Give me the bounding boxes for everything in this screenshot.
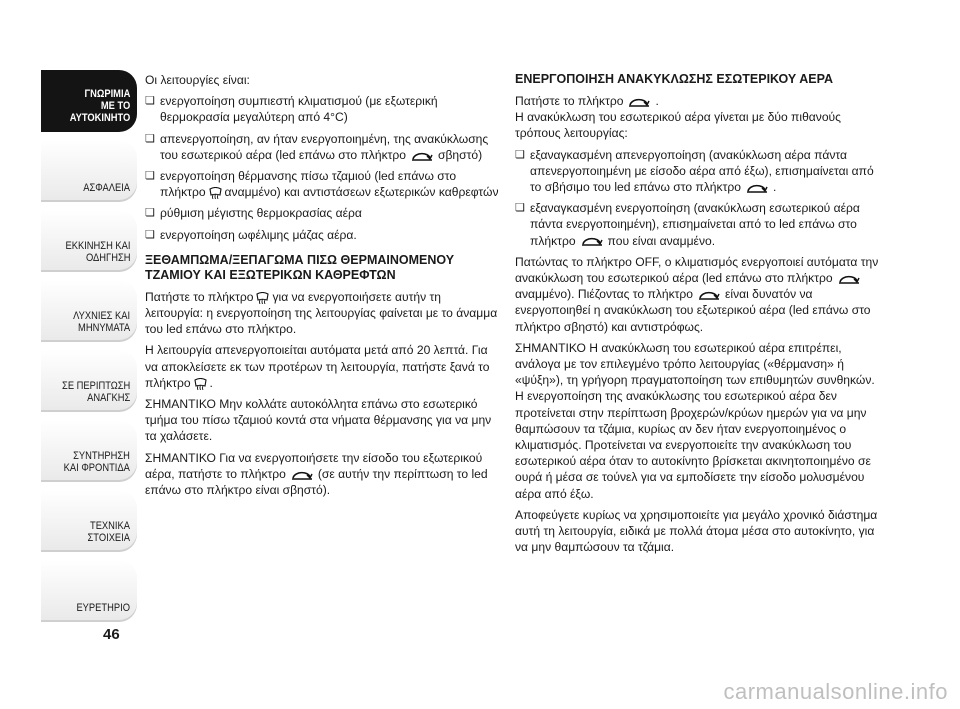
recirculation-icon [836,273,862,285]
recirculation-icon [696,289,722,301]
paragraph [515,254,880,335]
tab-starting-driving[interactable] [41,210,137,272]
list-item [145,131,501,163]
text: Η ανακύκλωση του εσωτερικού αέρα γίνεται με δύο πιθανούς τρόπους λειτουργίας: [515,110,841,141]
list-item: ❏ ρύθμιση μέγιστης θερμοκρασίας αέρα [145,205,501,221]
text: σβηστό) [438,147,483,162]
tab-label: ΕΥΡΕΤΗΡΙΟ [76,602,130,614]
text: εξαναγκασμένη ενεργοποίηση (ανακύκλωση εσωτερικού αέρα πάντα ενεργοποιημένη), επισημαίνεται από το led επάνω στο πλήκτρο [530,201,860,248]
section-heading: ΞΕΘΑΜΠΩΜΑ/ΞΕΠΑΓΩΜΑ ΠΙΣΩ ΘΕΡΜΑΙΝΟΜΕΝΟΥ ΤΖΑΜΙΟΥ ΚΑΙ ΕΞΩΤΕΡΙΚΩΝ ΚΑΘΡΕΦΤΩΝ [145,252,455,282]
paragraph [145,289,501,338]
tab-warning-lights[interactable] [41,280,137,342]
tab-technical-data[interactable] [41,490,137,552]
tab-label: ΕΚΚΙΝΗΣΗ ΚΑΙ ΟΔΗΓΗΣΗ [64,240,130,264]
intro-text: Οι λειτουργίες είναι: [145,73,250,87]
list-item [515,200,880,249]
paragraph: Αποφεύγετε κυρίως να χρησιμοποιείτε για μεγάλο χρονικό διάστημα αυτή τη λειτουργία, ειδικά με πολλά άτομα μέσα στο αυτοκίνητο, για να μην θαμπώσουν τα τζάμια. [515,507,878,555]
recirculation-icon [289,469,315,481]
paragraph [145,342,501,391]
chapter-tabs [41,70,137,630]
tab-label: ΣΕ ΠΕΡΙΠΤΩΣΗ ΑΝΑΓΚΗΣ [61,380,130,404]
paragraph: ΣΗΜΑΝΤΙΚΟ Η ανακύκλωση του εσωτερικού αέρα επιτρέπει, ανάλογα με τον επιλεγμένο τρόπο λειτουργίας («θέρμανση» ή «ψύξη»), τη γρήγορη πραγματοποίηση των επιθυμητών συνθηκών. Η ενεργοποίηση της ανακύκλωσης του εσωτερικού αέρα δεν προτείνεται στην περίπτωση βροχερών/κρύων ημερών για να μην θαμπώσουν τα τζάμια, κυρίως αν δεν ήταν ενεργοποιημένος ο κλιματισμός. Προτείνεται να ενεργοποιείτε την ανακύκλωση του εσωτερικού αέρα όταν το αυτοκίνητο βρίσκεται ακινητοποιημένο σε ουρά ή μέσα σε τούνελ για να εμποδίσετε την είσοδο μολυσμένου αέρα από έξω. [515,340,875,501]
text: ΣΗΜΑΝΤΙΚΟ Για να ενεργοποιήσετε την είσοδο του εξωτερικού αέρα, πατήστε το πλήκτρο [145,450,483,481]
tab-maintenance[interactable] [41,420,137,482]
right-column [515,72,880,560]
text: Πατήστε το πλήκτρο [515,94,624,108]
tab-label: ΓΝΩΡΙΜΙΑ ΜΕ ΤΟ ΑΥΤΟΚΙΝΗΤΟ [69,88,130,124]
tab-label: ΛΥΧΝΙΕΣ ΚΑΙ ΜΗΝΥΜΑΤΑ [72,310,130,334]
rear-window-defrost-icon [256,292,269,304]
text: είναι δυνατόν να ενεργοποιηθεί η ανακύκλωση του εξωτερικού αέρα (led επάνω στο πλήκτρο σβηστό) και αντιστρόφως. [515,287,871,334]
section-heading: ΕΝΕΡΓΟΠΟΙΗΣΗ ΑΝΑΚΥΚΛΩΣΗΣ ΕΣΩΤΕΡΙΚΟΥ ΑΕΡΑ [515,72,834,86]
text: για να ενεργοποιήσετε αυτήν τη λειτουργία: η ενεργοποίηση της λειτουργίας φαίνεται με το άναμμα του led επάνω στο πλήκτρο. [145,289,498,337]
tab-index[interactable] [41,560,137,622]
text: αναμμένο) και αντιστάσεων εξωτερικών καθρεφτών [224,185,499,200]
rear-window-defrost-icon [194,378,207,390]
list-item: ❏ ενεργοποίηση συμπιεστή κλιματισμού (με εξωτερική θερμοκρασία μεγαλύτερη από 4°C) [145,93,501,125]
text: (σε αυτήν την περίπτωση το led επάνω στο πλήκτρο είναι σβηστό). [145,466,488,498]
recirculation-icon [744,182,770,194]
tab-safety[interactable] [41,140,137,202]
list-item [515,147,880,196]
text: . [772,180,777,195]
text: . [209,375,213,390]
paragraph: ΣΗΜΑΝΤΙΚΟ Μην κολλάτε αυτοκόλλητα επάνω στο εσωτερικό τμήμα του πίσω τζαμιού κοντά στα νήματα θέρμανσης για να μην τα χαλάσετε. [145,397,492,444]
paragraph [145,450,501,499]
text: αναμμένο). Πιέζοντας το πλήκτρο [515,287,694,302]
left-column [145,72,501,503]
text: Πατήστε το πλήκτρο [145,289,254,304]
text: που είναι αναμμένο. [607,233,716,248]
tab-label: ΣΥΝΤΗΡΗΣΗ ΚΑΙ ΦΡΟΝΤΙΔΑ [63,450,130,474]
list-item [145,168,501,200]
text: ενεργοποίηση θέρμανσης πίσω τζαμιού (led επάνω στο πλήκτρο [160,169,457,200]
tab-label: ΤΕΧΝΙΚΑ ΣΤΟΙΧΕΙΑ [87,520,130,544]
text: Η λειτουργία απενεργοποιείται αυτόματα μετά από 20 λεπτά. Για να αποκλείσετε εκ των προτέρων τη λειτουργία, πατήστε ξανά το πλήκτρο [145,343,490,390]
paragraph [515,93,880,142]
watermark: carmanualsonline.info [723,679,948,704]
tab-label: ΑΣΦΑΛΕΙΑ [83,182,130,194]
recirculation-icon [409,150,435,162]
page-number: 46 [103,626,120,643]
recirculation-icon [626,96,652,108]
tab-emergency[interactable] [41,350,137,412]
text: εξαναγκασμένη απενεργοποίηση (ανακύκλωση αέρα πάντα απενεργοποιημένη με είσοδο αέρα από έξω), επισημαίνεται από το σβήσιμο του led επάνω στο πλήκτρο [530,147,874,195]
list-item: ❏ ενεργοποίηση ωφέλιμης μάζας αέρα. [145,227,501,243]
text: Πατώντας το πλήκτρο OFF, ο κλιματισμός ενεργοποιεί αυτόματα την ανακύκλωση του εσωτερικού αέρα (led επάνω στο πλήκτρο [515,254,879,286]
recirculation-icon [579,235,605,247]
tab-getting-to-know[interactable] [41,70,137,132]
rear-window-defrost-icon [209,187,222,199]
text: απενεργοποίηση, αν ήταν ενεργοποιημένη, της ανακύκλωσης του εσωτερικού αέρα (led επάνω στο πλήκτρο [160,131,489,162]
text: . [655,94,659,108]
